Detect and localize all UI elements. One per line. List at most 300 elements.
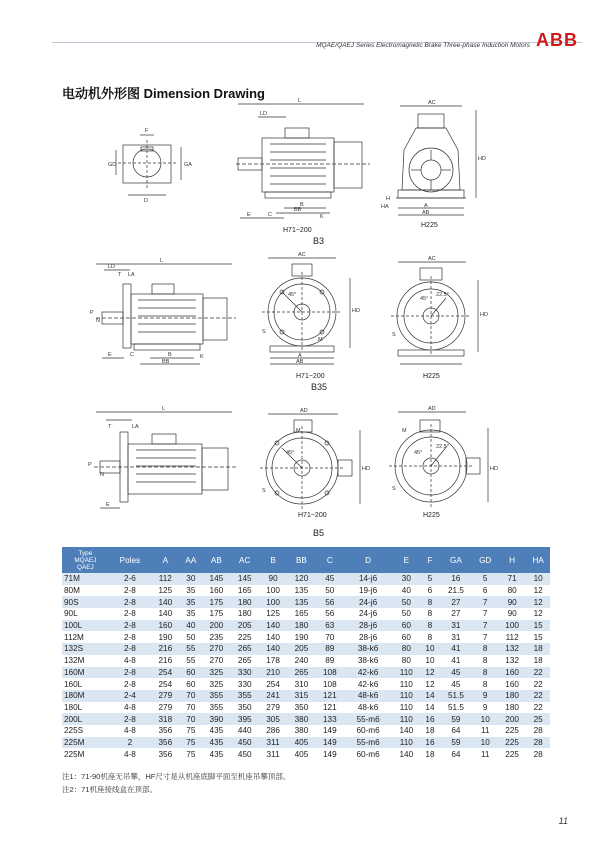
table-cell: 14 (421, 690, 440, 702)
table-cell: 55-m6 (344, 713, 392, 725)
table-cell: 265 (231, 655, 259, 667)
table-cell: 12 (421, 667, 440, 679)
table-cell: 135 (287, 596, 315, 608)
col-h: H (498, 547, 526, 573)
table-cell: 450 (231, 748, 259, 760)
dim-la-b5: LA (132, 424, 139, 430)
table-cell: 160 (498, 667, 526, 679)
dim-b-b35: B (168, 352, 172, 358)
dim-c-b35: C (130, 352, 134, 358)
angle-45-b35-h225: 45° (420, 296, 429, 302)
b35-end-caption: H225 (423, 373, 440, 380)
table-cell: 6 (421, 585, 440, 597)
table-cell: 24-j6 (344, 596, 392, 608)
dim-s-b35: S (262, 329, 266, 335)
table-cell: 7 (472, 631, 497, 643)
table-cell: 125 (259, 608, 287, 620)
table-cell: 120 (287, 573, 315, 585)
table-cell: 60-m6 (344, 725, 392, 737)
table-cell: 2-4 (109, 690, 152, 702)
table-cell: 60 (392, 620, 420, 632)
table-cell: 311 (259, 748, 287, 760)
table-cell: 100 (498, 620, 526, 632)
table-row (62, 655, 550, 667)
table-cell: 100 (259, 596, 287, 608)
angle-45-b5-h225: 45° (414, 450, 423, 456)
table-cell: 12 (421, 678, 440, 690)
table-cell: 10 (472, 713, 497, 725)
table-cell: 110 (392, 713, 420, 725)
table-cell: 2-8 (109, 596, 152, 608)
table-header-row (62, 547, 550, 573)
dim-p-b35: P (90, 310, 94, 316)
table-cell: 55 (180, 655, 203, 667)
type-header-line: MQAEJ (74, 556, 97, 564)
table-cell: 5 (421, 573, 440, 585)
table-cell: 254 (151, 667, 179, 679)
table-cell: 180 (287, 620, 315, 632)
table-cell: 2-8 (109, 585, 152, 597)
table-cell: 165 (287, 608, 315, 620)
table-cell: 40 (392, 585, 420, 597)
dim-gd: GD (108, 162, 117, 168)
b35-mount-caption: B35 (311, 382, 328, 392)
table-cell: 241 (259, 690, 287, 702)
table-cell: 89 (316, 643, 344, 655)
table-cell: 380 (287, 725, 315, 737)
table-cell: 56 (316, 608, 344, 620)
table-cell: 2-8 (109, 631, 152, 643)
table-cell: 390 (202, 713, 230, 725)
table-cell: 350 (287, 702, 315, 714)
table-cell: 75 (180, 737, 203, 749)
table-cell: 7 (472, 608, 497, 620)
table-cell: 9 (472, 690, 497, 702)
table-cell: 160 (202, 585, 230, 597)
table-cell: 6 (472, 585, 497, 597)
table-cell: 18 (526, 655, 550, 667)
dim-m-b35: M (318, 337, 323, 343)
table-cell: 8 (421, 608, 440, 620)
table-cell: 50 (392, 596, 420, 608)
table-cell: 140 (259, 643, 287, 655)
table-cell: 205 (231, 620, 259, 632)
table-cell: 22 (526, 678, 550, 690)
table-cell: 28-j6 (344, 631, 392, 643)
table-cell: 110 (392, 737, 420, 749)
table-cell: 2-8 (109, 667, 152, 679)
table-cell: 435 (202, 725, 230, 737)
table-cell: 2-8 (109, 678, 152, 690)
b5-side-view (88, 406, 236, 508)
table-cell: 350 (231, 702, 259, 714)
dim-s-b5-h225: S (392, 486, 396, 492)
table-cell: 27 (439, 596, 472, 608)
table-cell: 210 (259, 667, 287, 679)
table-cell: 70 (180, 702, 203, 714)
col-c: C (316, 547, 344, 573)
table-cell: 279 (151, 702, 179, 714)
table-cell: 41 (439, 643, 472, 655)
dim-ac-b35-h225: AC (428, 256, 436, 262)
table-cell: 112 (498, 631, 526, 643)
table-cell: 200 (498, 713, 526, 725)
table-row (62, 737, 550, 749)
table-cell: 38-k6 (344, 655, 392, 667)
table-cell: 135 (287, 585, 315, 597)
table-cell: 110 (392, 702, 420, 714)
table-cell: 59 (439, 737, 472, 749)
dim-ga: GA (184, 162, 192, 168)
table-cell: 60 (392, 631, 420, 643)
table-cell: 15 (526, 631, 550, 643)
table-cell: 225 (231, 631, 259, 643)
dim-hd-b35-h225: HD (480, 312, 488, 318)
table-cell: 140 (392, 725, 420, 737)
table-cell: 240 (287, 655, 315, 667)
table-cell: 132 (498, 655, 526, 667)
dim-hd-b5-h225: HD (490, 466, 498, 472)
table-cell: 121 (316, 690, 344, 702)
table-cell: 60-m6 (344, 748, 392, 760)
table-cell: 225 (498, 725, 526, 737)
table-cell: 160 (498, 678, 526, 690)
b35-side-view (90, 258, 236, 365)
table-cell: 310 (287, 678, 315, 690)
table-cell: 205 (287, 643, 315, 655)
table-row (62, 678, 550, 690)
table-cell: 18 (421, 725, 440, 737)
table-cell: 16 (439, 573, 472, 585)
table-cell: 270 (202, 655, 230, 667)
table-cell: 254 (259, 678, 287, 690)
b5-end-view (389, 406, 498, 508)
b35-flange-view (262, 252, 360, 365)
col-ac: AC (231, 547, 259, 573)
note-2: 注2：71机座接线盒在顶部。 (62, 785, 158, 794)
table-cell: 55 (180, 643, 203, 655)
table-cell: 108 (316, 667, 344, 679)
table-cell: 9 (472, 702, 497, 714)
table-cell: 11 (472, 748, 497, 760)
table-cell: 45 (439, 678, 472, 690)
table-cell: 149 (316, 748, 344, 760)
dim-ab-b35: AB (296, 359, 304, 365)
table-cell: 318 (151, 713, 179, 725)
note-1: 注1：71-90机座无吊攀，HF尺寸是从机座底脚平面至机座吊攀顶部。 (62, 772, 291, 781)
table-cell: 18 (526, 643, 550, 655)
table-cell: 4-8 (109, 725, 152, 737)
table-cell: 90 (498, 608, 526, 620)
table-cell: 45 (316, 573, 344, 585)
table-cell: 63 (316, 620, 344, 632)
col-ab: AB (202, 547, 230, 573)
table-cell: 70 (180, 690, 203, 702)
dim-a: A (424, 203, 428, 209)
table-cell: 14-j6 (344, 573, 392, 585)
table-cell: 10 (526, 573, 550, 585)
table-cell: 31 (439, 631, 472, 643)
table-cell: 435 (202, 737, 230, 749)
b3-end-caption: H225 (421, 222, 438, 229)
table-cell: 160M (62, 667, 109, 679)
table-cell: 16 (421, 737, 440, 749)
dim-ac: AC (428, 100, 436, 106)
table-cell: 279 (151, 690, 179, 702)
table-cell: 8 (472, 643, 497, 655)
table-cell: 440 (231, 725, 259, 737)
section-title: 电动机外形图 Dimension Drawing (62, 86, 265, 101)
table-cell: 71M (62, 573, 109, 585)
table-cell: 21.5 (439, 585, 472, 597)
table-cell: 178 (259, 655, 287, 667)
table-cell: 8 (472, 655, 497, 667)
table-row (62, 713, 550, 725)
table-cell: 330 (231, 678, 259, 690)
dim-n-b35: N (96, 318, 100, 324)
table-cell: 315 (287, 690, 315, 702)
dim-e-b35: E (108, 352, 112, 358)
table-cell: 395 (231, 713, 259, 725)
table-cell: 140 (392, 748, 420, 760)
table-cell: 30 (392, 573, 420, 585)
dim-a-b35: A (298, 353, 302, 359)
dim-t-b35: T (118, 272, 122, 278)
table-body (62, 573, 550, 760)
table-row (62, 725, 550, 737)
table-cell: 90 (259, 573, 287, 585)
dim-ha: HA (381, 204, 389, 210)
table-cell: 59 (439, 713, 472, 725)
table-cell: 325 (202, 678, 230, 690)
table-cell: 28 (526, 748, 550, 760)
table-cell: 356 (151, 748, 179, 760)
col-a: A (151, 547, 179, 573)
dim-ad-b5: AD (300, 408, 308, 414)
table-cell: 2-8 (109, 643, 152, 655)
table-cell: 265 (287, 667, 315, 679)
table-cell: 2-6 (109, 573, 152, 585)
dim-k-b35: K (200, 354, 204, 360)
table-cell: 8 (472, 678, 497, 690)
table-cell: 28-j6 (344, 620, 392, 632)
table-cell: 355 (231, 690, 259, 702)
col-poles: Poles (109, 547, 152, 573)
dim-p-b5: P (88, 462, 92, 468)
b5-flange-view (260, 408, 370, 510)
table-cell: 270 (202, 643, 230, 655)
table-cell: 35 (180, 585, 203, 597)
table-cell: 311 (259, 737, 287, 749)
table-cell: 19-j6 (344, 585, 392, 597)
dim-la-b35: LA (128, 272, 135, 278)
table-cell: 330 (231, 667, 259, 679)
table-cell: 15 (526, 620, 550, 632)
table-cell: 100L (62, 620, 109, 632)
table-cell: 286 (259, 725, 287, 737)
table-cell: 108 (316, 678, 344, 690)
table-cell: 356 (151, 725, 179, 737)
abb-logo: ABB (536, 30, 578, 50)
col-aa: AA (180, 547, 203, 573)
dim-m-b5: M (296, 428, 301, 434)
b3-end-view (381, 100, 486, 216)
dim-e: E (247, 212, 251, 218)
table-cell: 160L (62, 678, 109, 690)
series-title: MQAE/QAEJ Series Electromagnetic Brake Three-phase Induction Motors (316, 42, 530, 49)
table-row (62, 702, 550, 714)
table-cell: 45 (439, 667, 472, 679)
table-cell: 180M (62, 690, 109, 702)
b35-end-view (391, 256, 488, 364)
table-cell: 216 (151, 655, 179, 667)
table-cell: 110 (392, 678, 420, 690)
dim-l: L (298, 98, 302, 104)
table-cell: 64 (439, 725, 472, 737)
table-cell: 132S (62, 643, 109, 655)
table-row (62, 667, 550, 679)
table-cell: 80 (392, 643, 420, 655)
type-header-line: Type (78, 549, 93, 557)
b5-end-caption: H225 (423, 512, 440, 519)
angle-45-b5: 45° (286, 450, 295, 456)
dim-n-b5: N (100, 472, 104, 478)
dim-e-b5: E (106, 502, 110, 508)
dim-hd-b5: HD (362, 466, 370, 472)
table-cell: 8 (421, 631, 440, 643)
dim-bb-b35: BB (162, 359, 170, 365)
table-cell: 180 (498, 690, 526, 702)
dim-k: K (320, 214, 324, 220)
table-cell: 140 (151, 608, 179, 620)
table-cell: 16 (421, 713, 440, 725)
table-cell: 180 (231, 608, 259, 620)
table-cell: 225S (62, 725, 109, 737)
table-cell: 305 (259, 713, 287, 725)
table-cell: 140 (259, 620, 287, 632)
dim-ac-b35: AC (298, 252, 306, 258)
table-cell: 51.5 (439, 690, 472, 702)
table-cell: 380 (287, 713, 315, 725)
table-cell: 2 (109, 737, 152, 749)
table-cell: 90S (62, 596, 109, 608)
dim-m-b5-h225: M (402, 428, 407, 434)
table-cell: 75 (180, 748, 203, 760)
table-cell: 90L (62, 608, 109, 620)
table-cell: 48-k6 (344, 702, 392, 714)
table-cell: 18 (421, 748, 440, 760)
dim-hd: HD (478, 156, 486, 162)
col-f: F (421, 547, 440, 573)
table-cell: 2-8 (109, 608, 152, 620)
table-cell: 254 (151, 678, 179, 690)
table-cell: 190 (287, 631, 315, 643)
col-ha: HA (526, 547, 550, 573)
table-cell: 30 (180, 573, 203, 585)
dim-l-b35: L (160, 258, 164, 264)
dim-l-b5: L (162, 406, 166, 412)
table-cell: 22 (526, 702, 550, 714)
table-cell: 11 (472, 725, 497, 737)
dim-c: C (268, 212, 272, 218)
table-cell: 90 (498, 596, 526, 608)
table-row (62, 620, 550, 632)
table-row (62, 643, 550, 655)
table-cell: 10 (472, 737, 497, 749)
table-cell: 24-j6 (344, 608, 392, 620)
table-cell: 149 (316, 737, 344, 749)
table-cell: 25 (526, 713, 550, 725)
angle-225-b35-h225: 22.5° (436, 292, 449, 298)
table-cell: 4-8 (109, 655, 152, 667)
table-cell: 110 (392, 667, 420, 679)
col-type (62, 547, 109, 573)
table-row (62, 585, 550, 597)
table-cell: 112M (62, 631, 109, 643)
table-cell: 110 (392, 690, 420, 702)
table-cell: 140 (151, 596, 179, 608)
table-cell: 355 (202, 690, 230, 702)
table-row (62, 573, 550, 585)
table-cell: 80 (498, 585, 526, 597)
table-cell: 175 (202, 596, 230, 608)
table-cell: 71 (498, 573, 526, 585)
dim-ad-b5-h225: AD (428, 406, 436, 412)
table-cell: 235 (202, 631, 230, 643)
table-cell: 121 (316, 702, 344, 714)
table-cell: 145 (231, 573, 259, 585)
table-cell: 160 (151, 620, 179, 632)
dim-f: F (145, 128, 149, 134)
col-b: B (259, 547, 287, 573)
table-cell: 355 (202, 702, 230, 714)
dim-t-b5: T (108, 424, 112, 430)
table-cell: 42-k6 (344, 678, 392, 690)
table-cell: 180L (62, 702, 109, 714)
dim-b: B (300, 202, 304, 208)
b3-side-caption: H71~200 (283, 227, 312, 234)
table-cell: 8 (421, 596, 440, 608)
table-cell: 8 (421, 620, 440, 632)
shaft-end-detail (108, 128, 192, 204)
table-cell: 2-8 (109, 620, 152, 632)
col-bb: BB (287, 547, 315, 573)
table-cell: 70 (180, 713, 203, 725)
table-cell: 132 (498, 643, 526, 655)
table-cell: 38-k6 (344, 643, 392, 655)
table-cell: 50 (316, 585, 344, 597)
table-cell: 55-m6 (344, 737, 392, 749)
table-row (62, 596, 550, 608)
table-cell: 132M (62, 655, 109, 667)
col-e: E (392, 547, 420, 573)
table-cell: 180 (231, 596, 259, 608)
b5-mount-caption: B5 (313, 528, 325, 538)
table-cell: 7 (472, 620, 497, 632)
dim-ld: LD (260, 111, 268, 117)
table-cell: 4-8 (109, 748, 152, 760)
table-cell: 8 (472, 667, 497, 679)
table-row (62, 608, 550, 620)
table-cell: 48-k6 (344, 690, 392, 702)
table-cell: 12 (526, 585, 550, 597)
table-cell: 145 (202, 573, 230, 585)
table-cell: 75 (180, 725, 203, 737)
table-cell: 2-8 (109, 713, 152, 725)
table-cell: 216 (151, 643, 179, 655)
table-cell: 435 (202, 748, 230, 760)
table-cell: 7 (472, 596, 497, 608)
